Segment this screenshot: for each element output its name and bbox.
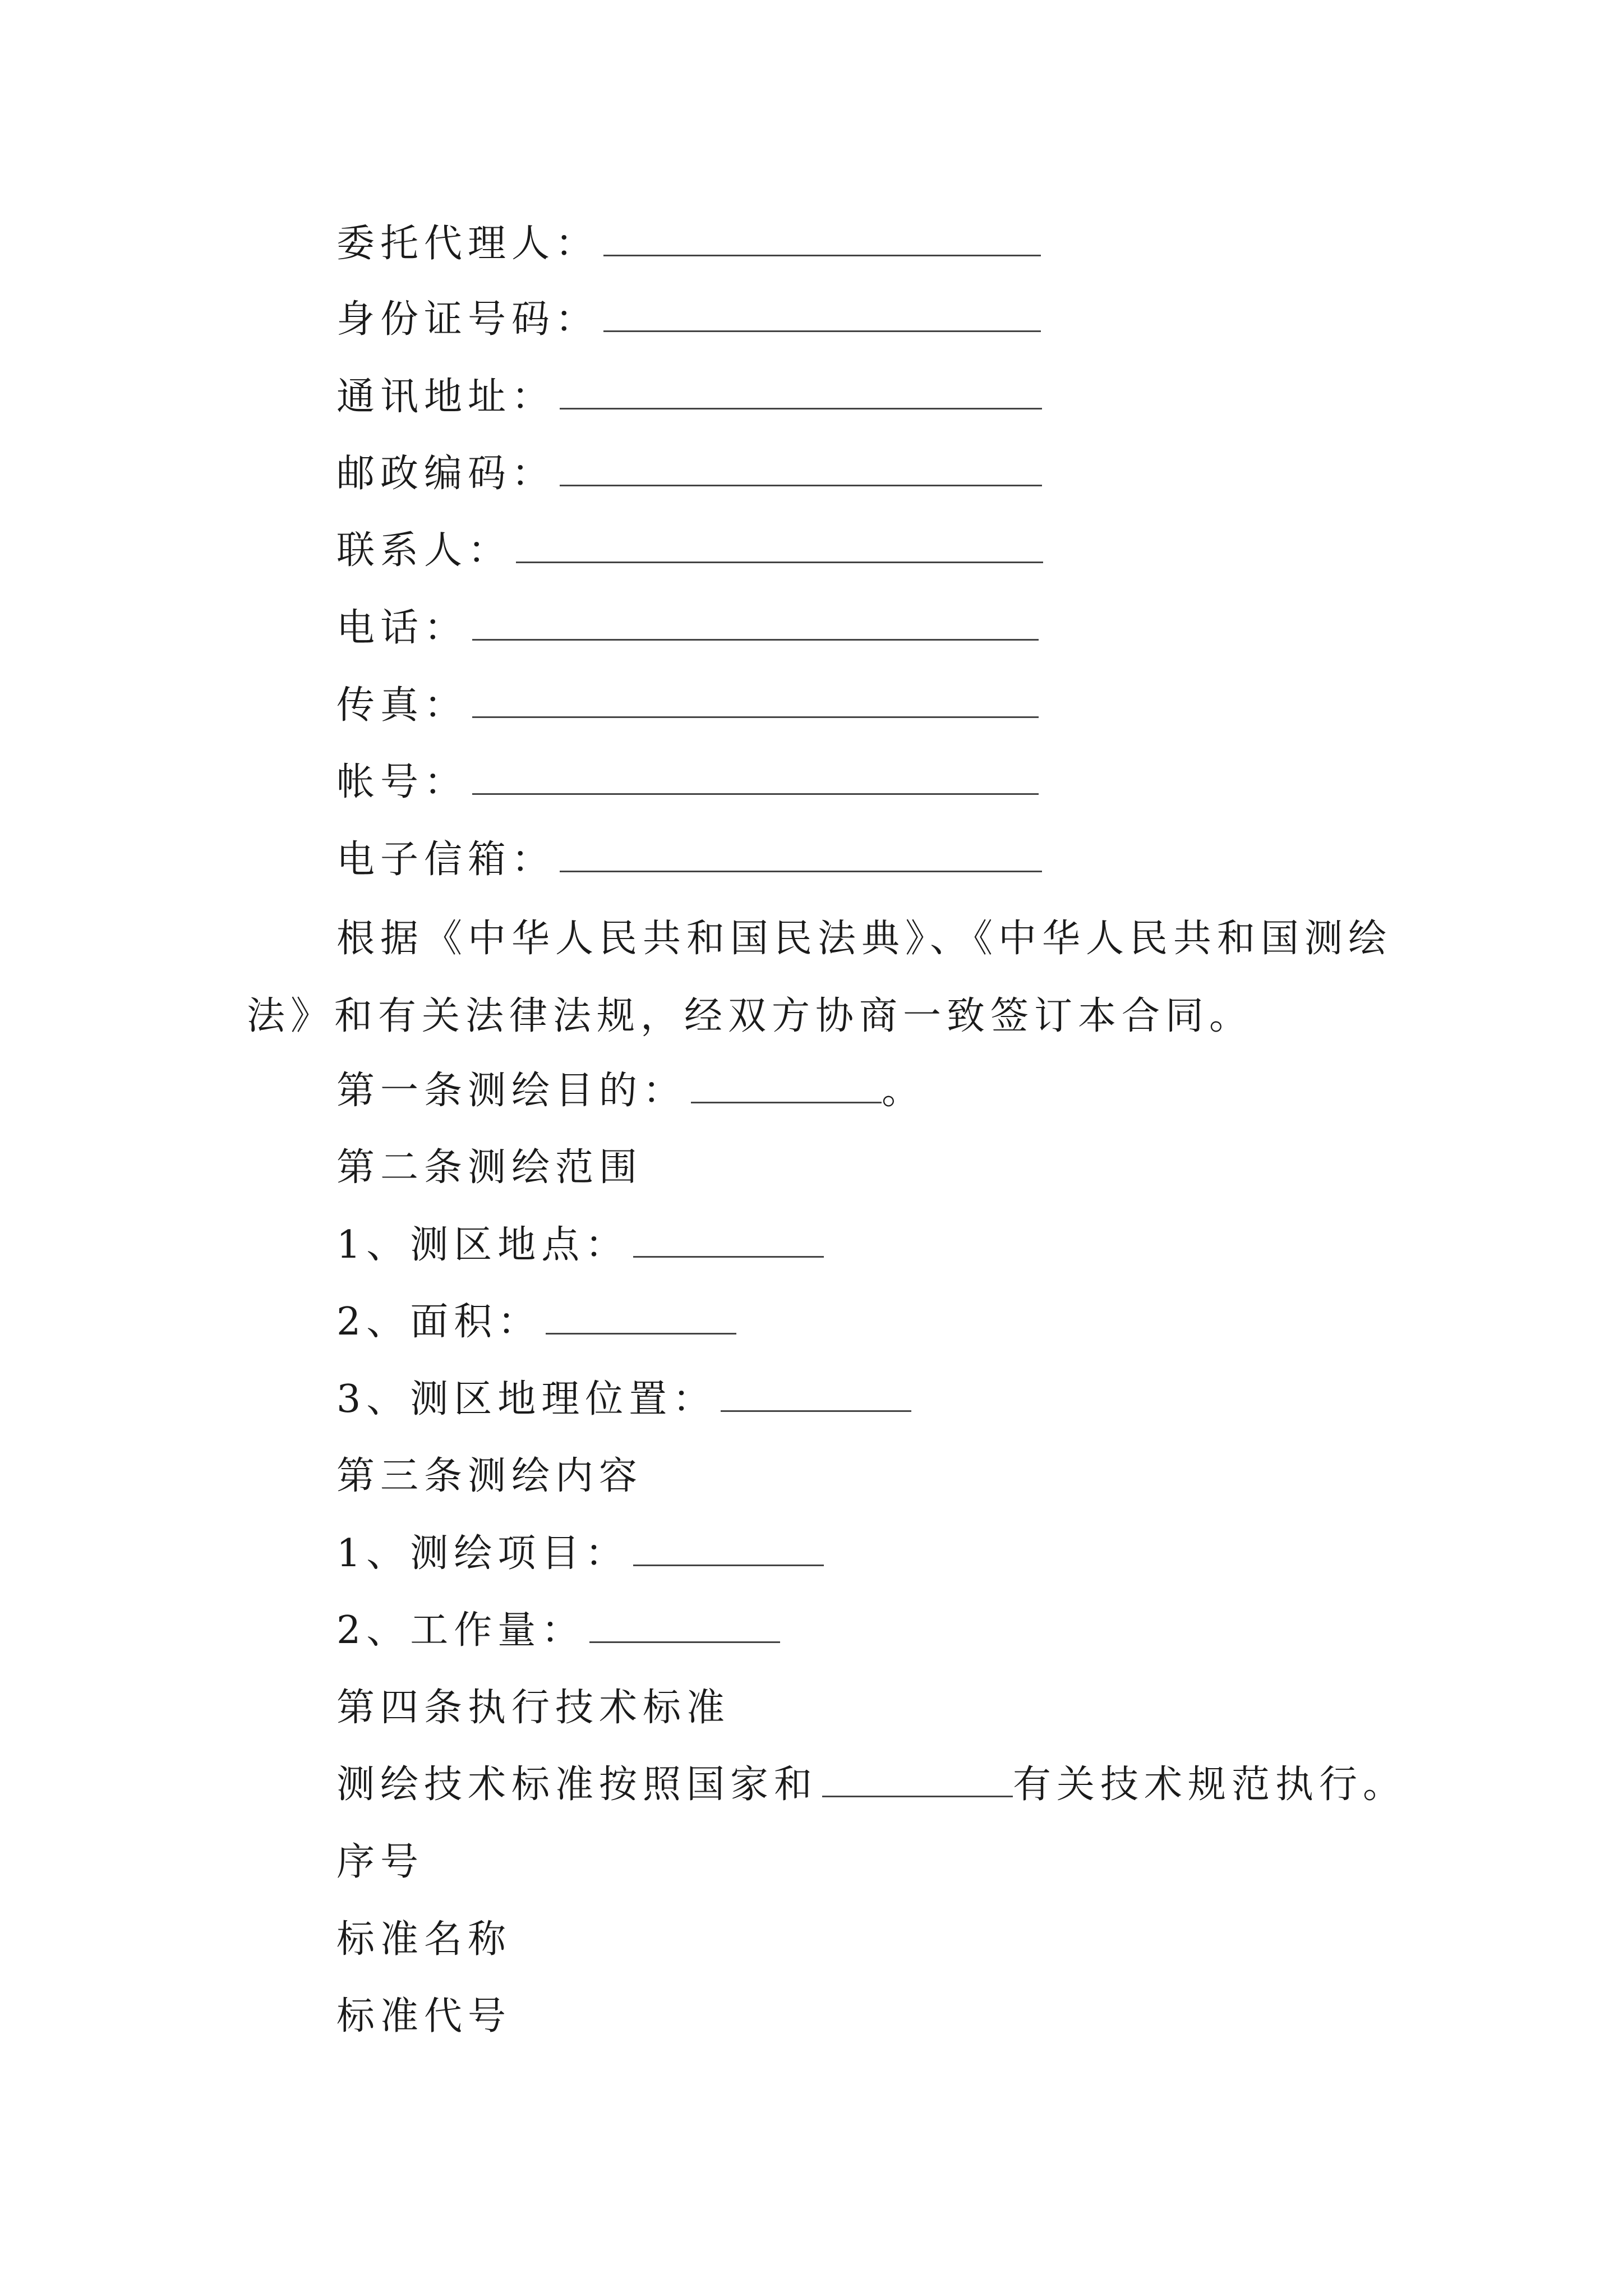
article2-item-geo-position xyxy=(336,1377,911,1422)
contact-label: 联系人： xyxy=(336,528,512,573)
article1-suffix: 。 xyxy=(882,1069,926,1113)
postcode-blank[interactable] xyxy=(560,455,1042,486)
address-label: 通讯地址： xyxy=(336,375,556,419)
postcode-label: 邮政编码： xyxy=(336,452,556,496)
phone-label: 电话： xyxy=(336,606,468,650)
fax-field xyxy=(336,683,1039,728)
article1-blank[interactable] xyxy=(691,1073,882,1103)
table-header-standard-code: 标准代号 xyxy=(336,1994,512,2039)
table-header-serial: 序号 xyxy=(336,1840,425,1884)
postcode-field xyxy=(336,452,1042,496)
agent-blank[interactable] xyxy=(603,226,1041,256)
account-field xyxy=(336,760,1039,805)
article2-item-geo-position-label: 3、测区地理位置： xyxy=(336,1377,717,1421)
agent-label: 委托代理人： xyxy=(336,222,600,266)
email-label: 电子信箱： xyxy=(336,838,556,882)
article4-blank[interactable] xyxy=(822,1766,1013,1797)
table-header-standard-name: 标准名称 xyxy=(336,1917,512,1962)
phone-blank[interactable] xyxy=(472,610,1039,641)
article2-item-area-blank[interactable] xyxy=(546,1304,736,1335)
address-field xyxy=(336,375,1042,420)
article1-label: 第一条测绘目的： xyxy=(336,1069,687,1113)
article3-item-project xyxy=(336,1531,824,1576)
address-blank[interactable] xyxy=(560,379,1042,409)
article3-title: 第三条测绘内容 xyxy=(336,1454,643,1498)
article4-text-before: 测绘技术标准按照国家和 xyxy=(336,1763,818,1807)
article3-item-workload-blank[interactable] xyxy=(589,1612,780,1643)
article2-item-area-label: 2、面积： xyxy=(336,1300,542,1344)
id-number-blank[interactable] xyxy=(603,301,1041,332)
id-number-field xyxy=(336,297,1041,342)
article2-item-location xyxy=(336,1223,824,1268)
contact-field xyxy=(336,528,1043,573)
article3-item-workload-label: 2、工作量： xyxy=(336,1608,585,1653)
contact-blank[interactable] xyxy=(516,532,1043,563)
account-label: 帐号： xyxy=(336,760,468,804)
article2-item-location-label: 1、测区地点： xyxy=(336,1223,629,1267)
article3-item-project-label: 1、测绘项目： xyxy=(336,1531,629,1576)
id-number-label: 身份证号码： xyxy=(336,297,600,342)
article4-title: 第四条执行技术标准 xyxy=(336,1686,731,1730)
agent-field xyxy=(336,222,1041,266)
intro-paragraph: 根据《中华人民共和国民法典》、《中华人民共和国测绘法》和有关法律法规，经双方协商一致签订本合同。 xyxy=(247,917,1393,1038)
article3-item-workload xyxy=(336,1608,780,1653)
email-field xyxy=(336,838,1042,882)
fax-blank[interactable] xyxy=(472,687,1039,718)
account-blank[interactable] xyxy=(472,764,1039,795)
phone-field xyxy=(336,606,1039,651)
article4-text-after: 有关技术规范执行。 xyxy=(1013,1763,1407,1807)
article2-title: 第二条测绘范围 xyxy=(336,1145,643,1190)
fax-label: 传真： xyxy=(336,683,468,728)
article3-item-project-blank[interactable] xyxy=(633,1535,824,1566)
article1-purpose xyxy=(336,1069,925,1114)
article2-item-geo-position-blank[interactable] xyxy=(721,1381,911,1412)
article2-item-location-blank[interactable] xyxy=(633,1227,824,1258)
email-blank[interactable] xyxy=(560,841,1042,872)
article4-standard-text xyxy=(336,1763,1407,1807)
article2-item-area xyxy=(336,1300,736,1345)
